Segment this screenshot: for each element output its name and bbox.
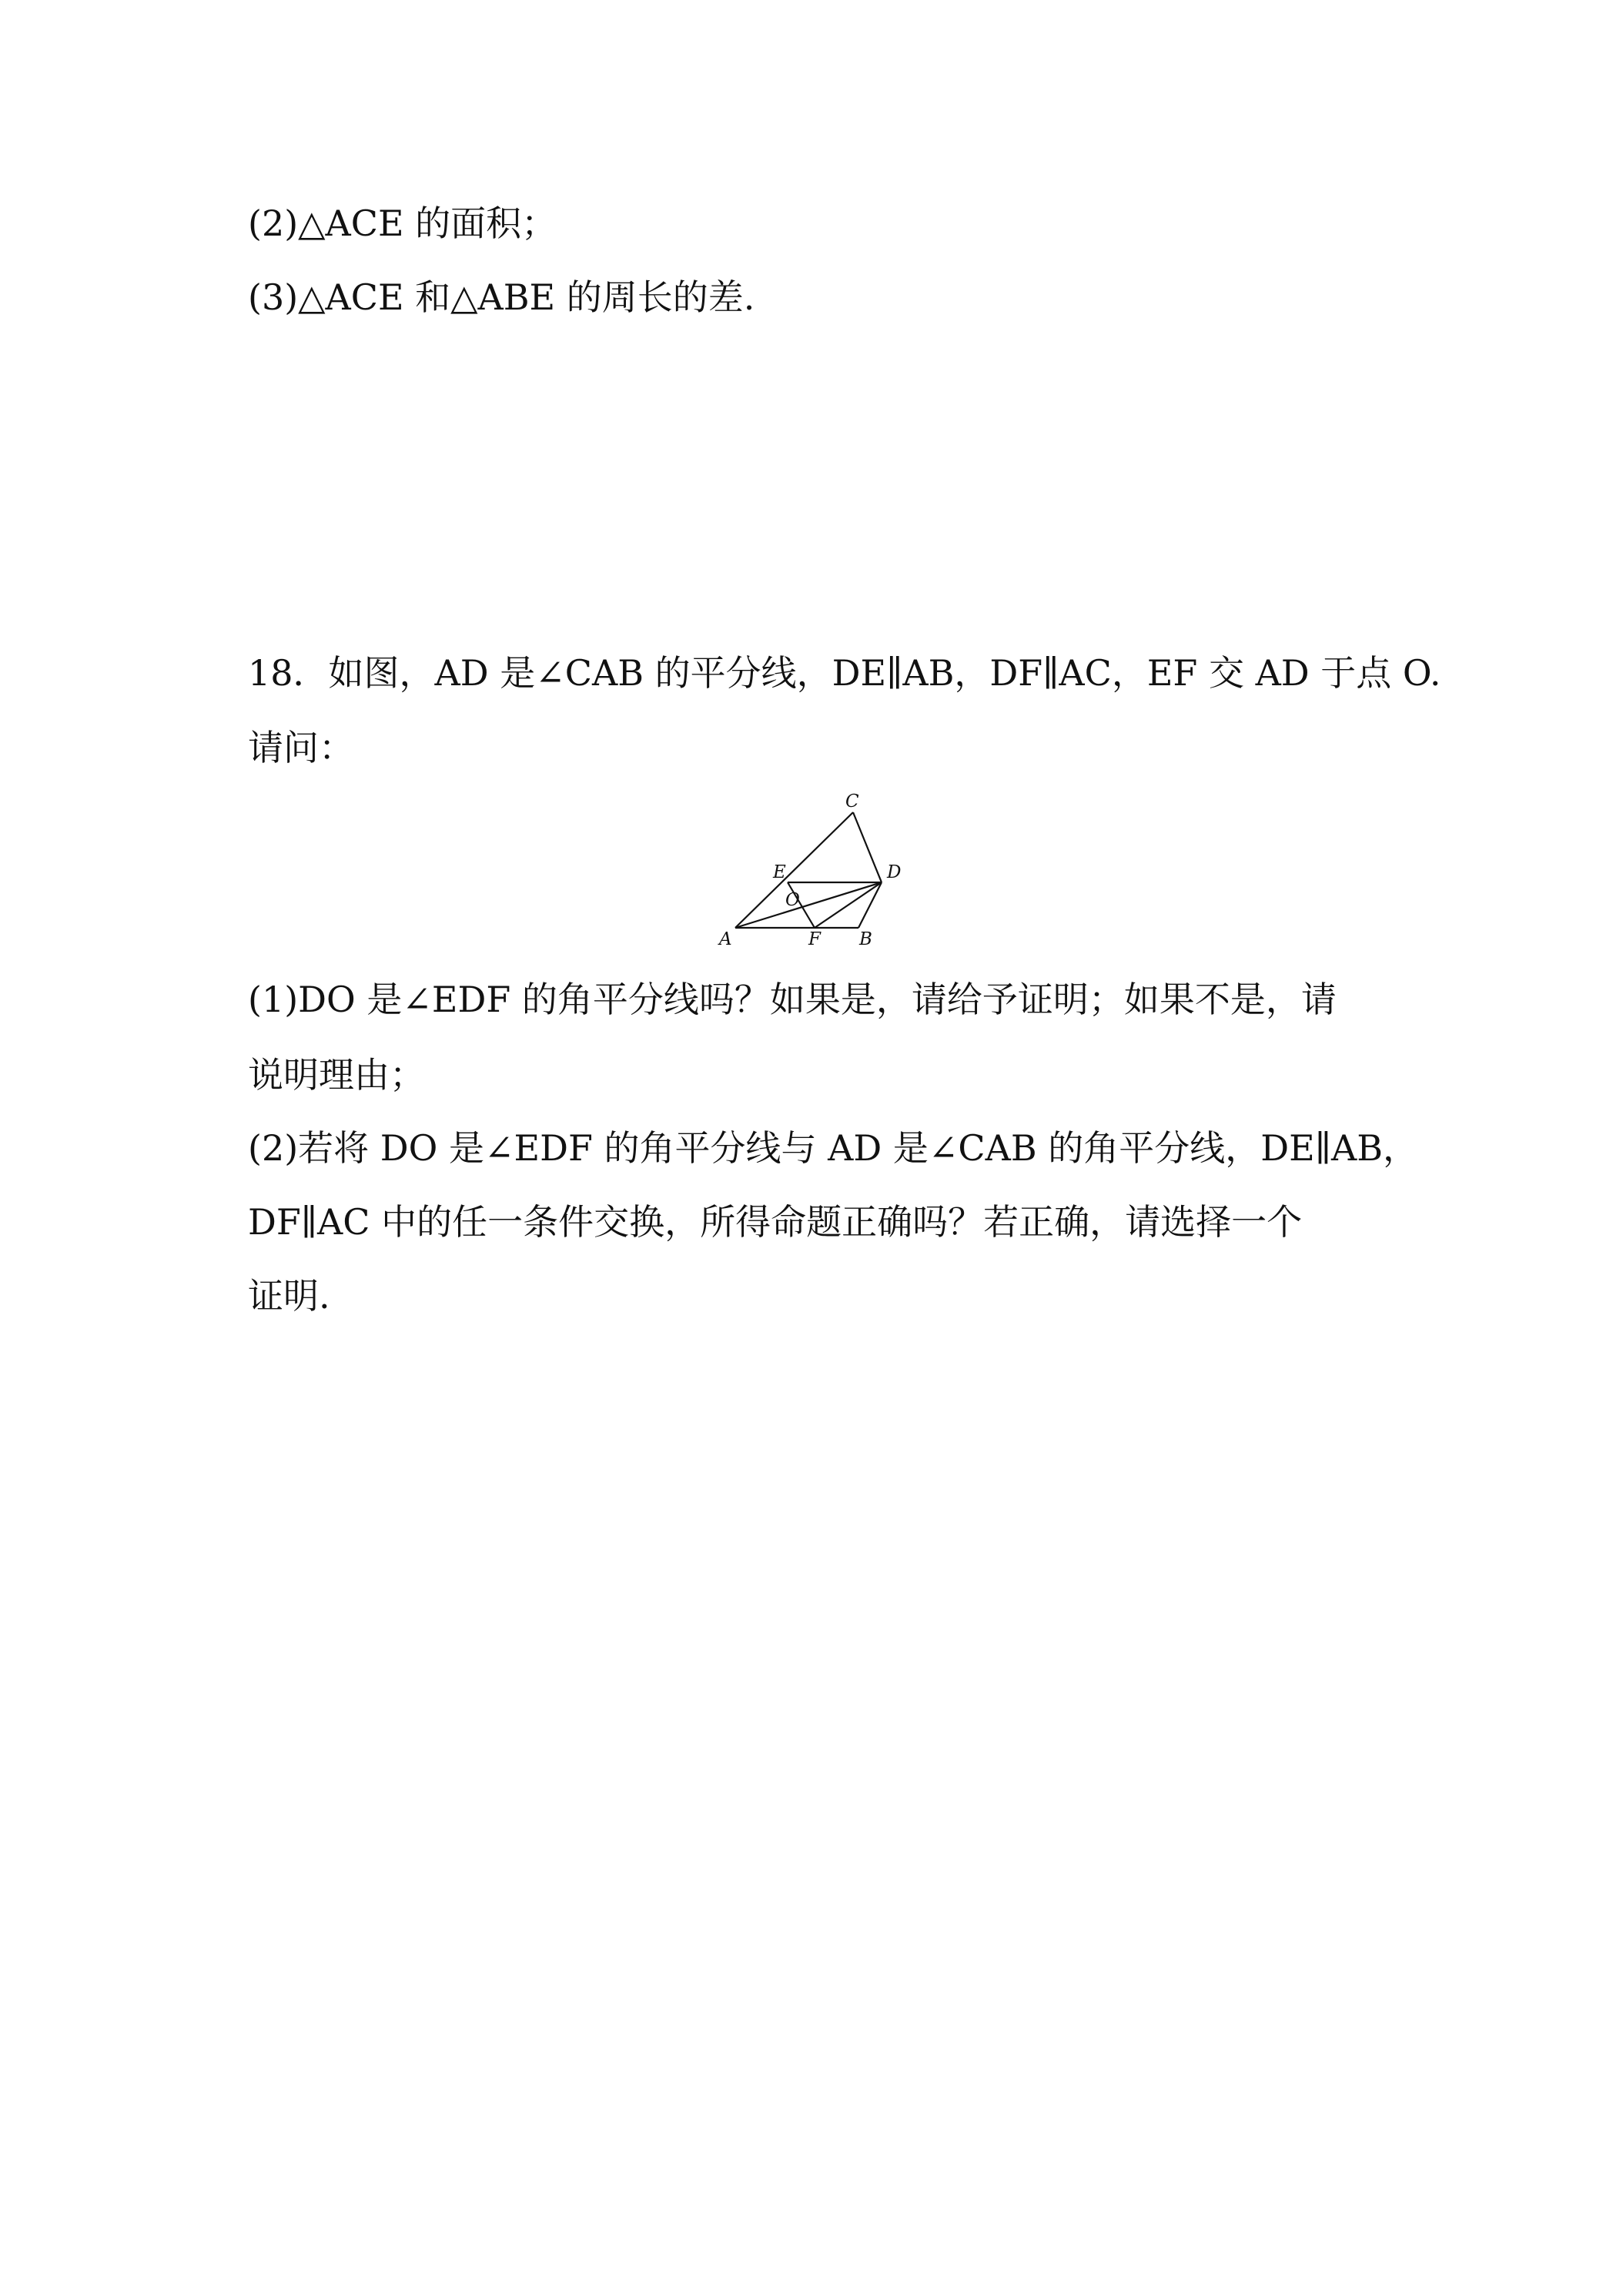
question-18-sub2-line-1: (2)若将 DO 是∠EDF 的角平分线与 AD 是∠CAB 的角平分线，DE∥AB， bbox=[248, 1127, 1418, 1169]
question-17-part-3: (3)△ACE 和△ABE 的周长的差. bbox=[248, 276, 755, 318]
label-o: O bbox=[785, 890, 800, 910]
question-18-sub1-line-2: 说明理由； bbox=[248, 1054, 425, 1096]
question-18-sub2-line-3: 证明. bbox=[248, 1275, 330, 1317]
question-18-sub1-line-1: (1)DO 是∠EDF 的角平分线吗？如果是，请给予证明；如果不是，请 bbox=[248, 979, 1337, 1020]
segment-df bbox=[815, 882, 882, 928]
label-d: D bbox=[887, 862, 902, 882]
triangle-figure bbox=[708, 785, 916, 951]
label-b: B bbox=[859, 929, 872, 949]
label-a: A bbox=[719, 929, 732, 949]
label-e: E bbox=[773, 862, 786, 882]
label-f: F bbox=[808, 929, 821, 949]
segment-ac bbox=[735, 812, 853, 928]
question-17-part-2: (2)△ACE 的面积； bbox=[248, 202, 557, 244]
segment-ad bbox=[735, 882, 882, 928]
label-c: C bbox=[845, 792, 859, 812]
segment-cd bbox=[853, 812, 882, 882]
question-18-stem-line-2: 请问： bbox=[248, 727, 354, 768]
question-18-stem-line-1: 18．如图，AD 是∠CAB 的平分线，DE∥AB，DF∥AC，EF 交 AD 于点 O. bbox=[248, 652, 1441, 694]
question-18-sub2-line-2: DF∥AC 中的任一条件交换，所得命题正确吗？若正确，请选择一个 bbox=[248, 1201, 1303, 1243]
